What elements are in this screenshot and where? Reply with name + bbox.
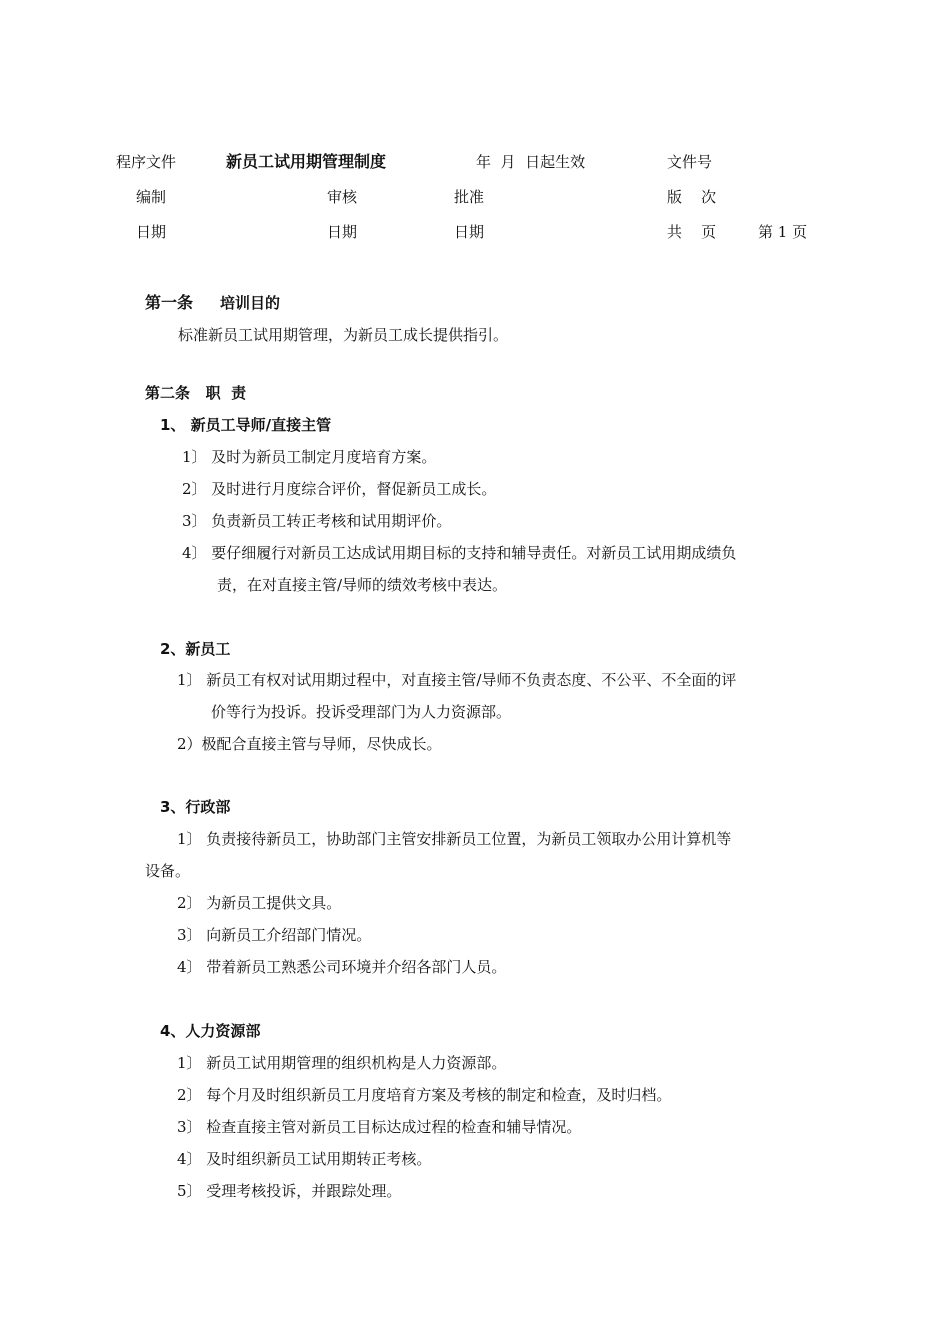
prepared-by-label: 编制: [136, 188, 167, 206]
section-1-item-4-line-2: 责，在对直接主管/导师的绩效考核中表达。: [217, 576, 508, 594]
section-3-item-3: 3〕 向新员工介绍部门情况。: [177, 926, 372, 944]
section-1-item-1: 1〕 及时为新员工制定月度培育方案。: [182, 448, 437, 466]
approved-by-label: 批准: [454, 188, 485, 206]
date-label-1: 日期: [136, 223, 167, 241]
reviewed-by-label: 审核: [327, 188, 358, 206]
section-2-item-2: 2）极配合直接主管与导师，尽快成长。: [177, 735, 442, 753]
section-4-item-5: 5〕 受理考核投诉，并跟踪处理。: [177, 1182, 402, 1200]
total-pages-label: 共 页: [667, 223, 717, 241]
section-3-item-4: 4〕 带着新员工熟悉公司环境并介绍各部门人员。: [177, 958, 507, 976]
doc-number-label: 文件号: [667, 153, 713, 171]
section-4-item-2: 2〕 每个月及时组织新员工月度培育方案及考核的制定和检查，及时归档。: [177, 1086, 672, 1104]
section-4-title: 4、人力资源部: [160, 1022, 261, 1040]
date-label-2: 日期: [327, 223, 358, 241]
section-4-item-1: 1〕 新员工试用期管理的组织机构是人力资源部。: [177, 1054, 507, 1072]
date-label-3: 日期: [454, 223, 485, 241]
doc-type-label: 程序文件: [116, 153, 177, 171]
section-1-item-2: 2〕 及时进行月度综合评价，督促新员工成长。: [182, 480, 497, 498]
article-1-heading: 第一条: [145, 293, 194, 312]
section-4-item-3: 3〕 检查直接主管对新员工目标达成过程的检查和辅导情况。: [177, 1118, 582, 1136]
section-2-title: 2、新员工: [160, 640, 231, 658]
doc-title: 新员工试用期管理制度: [226, 152, 387, 171]
article-1-text: 标准新员工试用期管理，为新员工成长提供指引。: [178, 326, 509, 344]
effective-date: 年 月 日起生效: [476, 153, 586, 171]
section-3-title: 3、行政部: [160, 798, 231, 816]
section-4-item-4: 4〕 及时组织新员工试用期转正考核。: [177, 1150, 432, 1168]
section-3-item-2: 2〕 为新员工提供文具。: [177, 894, 342, 912]
section-2-item-1-line-1: 1〕 新员工有权对试用期过程中，对直接主管/导师不负责态度、不公平、不全面的评: [177, 671, 737, 689]
section-1-title: 1、 新员工导师/直接主管: [160, 416, 332, 434]
section-3-item-1-line-2: 设备。: [145, 862, 191, 880]
section-3-item-1-line-1: 1〕 负责接待新员工，协助部门主管安排新员工位置，为新员工领取办公用计算机等: [177, 830, 732, 848]
version-label: 版 次: [667, 188, 717, 206]
page-number: 第 1 页: [758, 223, 808, 241]
section-1-item-3: 3〕 负责新员工转正考核和试用期评价。: [182, 512, 452, 530]
section-1-item-4-line-1: 4〕 要仔细履行对新员工达成试用期目标的支持和辅导责任。对新员工试用期成绩负: [182, 544, 737, 562]
article-2-heading: 第二条 职 责: [145, 384, 247, 402]
article-1-title: 培训目的: [220, 294, 281, 312]
section-2-item-1-line-2: 价等行为投诉。投诉受理部门为人力资源部。: [211, 703, 512, 721]
